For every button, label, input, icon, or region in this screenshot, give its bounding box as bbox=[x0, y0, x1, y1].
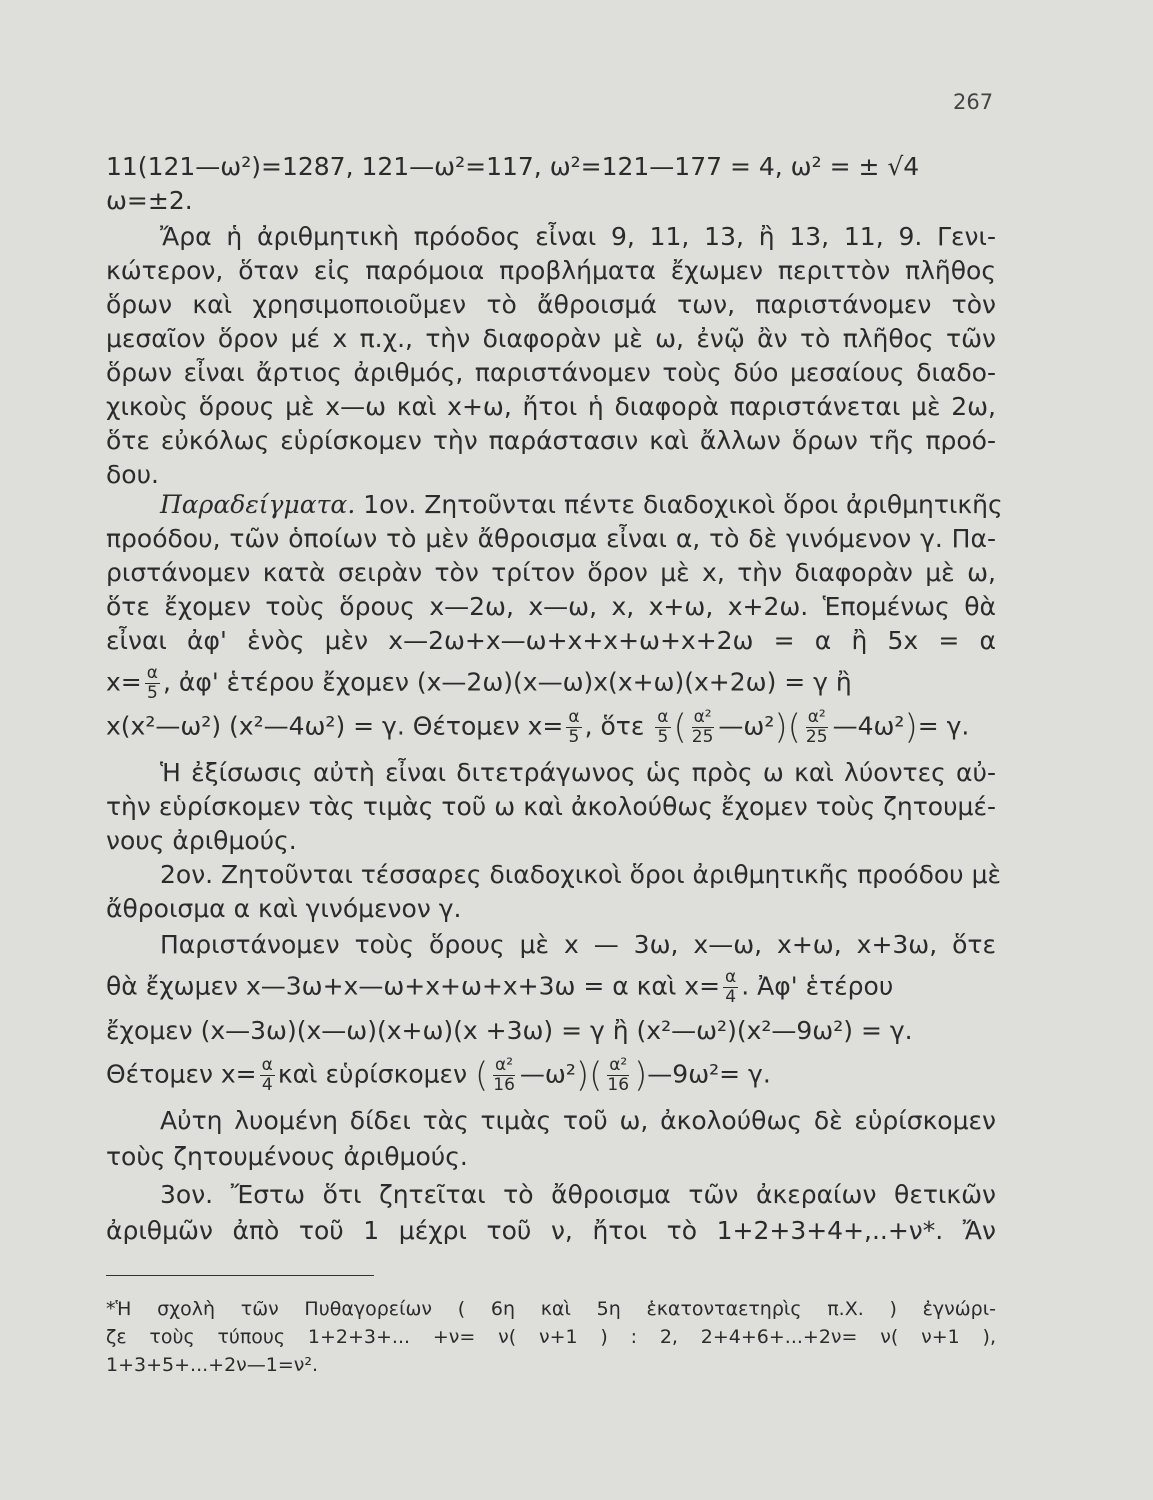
paragraph-line: Παριστάνομεν τοὺς ὅρους μὲ x — 3ω, x—ω, x+ω, x+3ω, ὅτε bbox=[160, 930, 996, 959]
paragraph-line: μεσαῖον ὅρον μέ x π.χ., τὴν διαφορὰν μὲ ω, ἐνῷ ἂν τὸ πλῆθος τῶν bbox=[106, 324, 996, 353]
equation-line: Θέτομεν x= $\frac{\alpha}{4}$ καὶ εὑρίσκομεν ( $\frac{\text{α²}}{16}$ —ω²)( $\frac{\text{α²}}{16}$ )—9ω²= γ. bbox=[106, 1055, 771, 1096]
footnote-line: *Ἡ σχολὴ τῶν Πυθαγορείων ( 6η καὶ 5η ἑκατονταετηρὶς π.Χ. ) ἐγνώρι- bbox=[106, 1298, 996, 1320]
equation-line: ἔχομεν (x—3ω)(x—ω)(x+ω)(x +3ω) = γ ἢ (x²—ω²)(x²—9ω²) = γ. bbox=[106, 1016, 913, 1045]
footnote-divider bbox=[106, 1275, 374, 1276]
example-1-intro: 1ον. Ζητοῦνται πέντε διαδοχικοὶ ὅροι ἀριθμητικῆς bbox=[355, 490, 1003, 519]
equation-text: , ἀφ' ἑτέρου ἔχομεν (x—2ω)(x—ω)x(x+ω)(x+2ω) = γ ἢ bbox=[162, 667, 852, 697]
equation-text: —ω² bbox=[718, 711, 775, 741]
paragraph-line: ὅτε εὐκόλως εὑρίσκομεν τὴν παράστασιν καὶ ἄλλων ὅρων τῆς προό- bbox=[106, 426, 996, 455]
equation-text: = γ. bbox=[917, 711, 970, 741]
footnote-line: 1+3+5+...+2ν—1=ν². bbox=[106, 1354, 319, 1376]
paragraph-line: 2ον. Ζητοῦνται τέσσαρες διαδοχικοὶ ὅροι ἀριθμητικῆς προόδου μὲ bbox=[160, 860, 1002, 889]
fraction: $\frac{\alpha}{5}$ bbox=[657, 707, 669, 747]
paragraph-line: τοὺς ζητουμένους ἀριθμούς. bbox=[106, 1142, 468, 1171]
equation-text: καὶ εὑρίσκομεν bbox=[277, 1059, 468, 1089]
equation-line bbox=[106, 664, 996, 703]
fraction: $\frac{\alpha}{4}$ bbox=[725, 967, 737, 1007]
equation-line bbox=[106, 968, 996, 1007]
paragraph-line: χικοὺς ὅρους μὲ x—ω καὶ x+ω, ἤτοι ἡ διαφορὰ παριστάνεται μὲ 2ω, bbox=[106, 392, 996, 421]
footnote-line: ζε τοὺς τύπους 1+2+3+... +ν= ν( ν+1 ) : 2, 2+4+6+...+2ν= ν( ν+1 ), bbox=[106, 1326, 996, 1348]
paragraph-line: Αὐτη λυομένη δίδει τὰς τιμὰς τοῦ ω, ἀκολούθως δὲ εὑρίσκομεν bbox=[160, 1106, 996, 1135]
paragraph-line: εἶναι ἀφ' ἑνὸς μὲν x—2ω+x—ω+x+x+ω+x+2ω = α ἢ 5x = α bbox=[106, 626, 996, 655]
paragraph-line: τὴν εὑρίσκομεν τὰς τιμὰς τοῦ ω καὶ ἀκολούθως ἔχομεν τοὺς ζητουμέ- bbox=[106, 792, 996, 821]
paragraph-line: ὅρων καὶ χρησιμοποιοῦμεν τὸ ἄθροισμά των, παριστάνομεν τὸν bbox=[106, 290, 996, 319]
fraction: $\frac{\alpha}{5}$ bbox=[568, 707, 580, 747]
paragraph-line: ἀριθμῶν ἀπὸ τοῦ 1 μέχρι τοῦ ν, ἤτοι τὸ 1+2+3+4+,..+ν*. Ἄν bbox=[106, 1216, 996, 1245]
fraction: $\frac{\text{α²}}{25}$ bbox=[691, 707, 714, 747]
equation-text: x(x²—ω²) (x²—4ω²) = γ. Θέτομεν x= bbox=[106, 711, 564, 741]
equation-text: —ω² bbox=[519, 1059, 576, 1089]
equation-text: Θέτομεν x= bbox=[106, 1059, 257, 1089]
paragraph-line: δου. bbox=[106, 460, 160, 489]
examples-title: Παραδείγματα. bbox=[160, 490, 356, 519]
fraction: $\frac{\text{α²}}{25}$ bbox=[805, 707, 828, 747]
paragraph-line: νους ἀριθμούς. bbox=[106, 826, 297, 855]
page-number: 267 bbox=[953, 90, 994, 114]
paragraph-line: 3ον. Ἔστω ὅτι ζητεῖται τὸ ἄθροισμα τῶν ἀκεραίων θετικῶν bbox=[160, 1180, 996, 1209]
paragraph-line: ὅρων εἶναι ἄρτιος ἀριθμός, παριστάνομεν τοὺς δύο μεσαίους διαδο- bbox=[106, 358, 996, 387]
equation-text: , ὅτε bbox=[584, 711, 645, 741]
paragraph-line: ὅτε ἔχομεν τοὺς ὅρους x—2ω, x—ω, x, x+ω, x+2ω. Ἑπομένως θὰ bbox=[106, 592, 996, 621]
equation-text: x= bbox=[106, 667, 142, 697]
fraction: $\frac{\text{α²}}{16}$ bbox=[607, 1055, 630, 1095]
paragraph-line: κώτερον, ὅταν εἰς παρόμοια προβλήματα ἔχωμεν περιττὸν πλῆθος bbox=[106, 256, 996, 285]
paragraph-line: ἄθροισμα α καὶ γινόμενον γ. bbox=[106, 894, 462, 923]
fraction: $\frac{\alpha}{5}$ bbox=[146, 663, 158, 703]
equation-text: θὰ ἔχωμεν x—3ω+x—ω+x+ω+x+3ω = α καὶ x= bbox=[106, 971, 721, 1001]
paragraph-line: προόδου, τῶν ὁποίων τὸ μὲν ἄθροισμα εἶναι α, τὸ δὲ γινόμενον γ. Πα- bbox=[106, 524, 996, 553]
fraction: $\frac{\alpha}{4}$ bbox=[261, 1055, 273, 1095]
equation-text: —9ω²= γ. bbox=[647, 1059, 771, 1089]
paragraph-line: ριστάνομεν κατὰ σειρὰν τὸν τρίτον ὅρον μὲ x, τὴν διαφορὰν μὲ ω, bbox=[106, 558, 996, 587]
equation-text: —4ω² bbox=[832, 711, 905, 741]
equation-line: 11(121—ω²)=1287, 121—ω²=117, ω²=121—177 = 4, ω² = ± √4 bbox=[106, 152, 920, 181]
equation-line: x(x²—ω²) (x²—4ω²) = γ. Θέτομεν x= $\frac{\alpha}{5}$ , ὅτε $\frac{\alpha}{5}$ ( $\frac{\text{α²}}{25}$ —ω²)( $\frac{\text{α²}}{25}$ —4ω²)= γ. bbox=[106, 707, 970, 748]
fraction: $\frac{\text{α²}}{16}$ bbox=[493, 1055, 515, 1095]
equation-text: . Ἀφ' ἑτέρου bbox=[741, 971, 894, 1001]
equation-line: ω=±2. bbox=[106, 186, 193, 215]
paragraph-line: Ἡ ἐξίσωσις αὐτὴ εἶναι διτετράγωνος ὡς πρὸς ω καὶ λύοντες αὐ- bbox=[160, 758, 996, 787]
paragraph-line: Ἄρα ἡ ἀριθμητικὴ πρόοδος εἶναι 9, 11, 13, ἢ 13, 11, 9. Γενι- bbox=[160, 222, 996, 251]
examples-heading-line bbox=[160, 490, 1003, 520]
